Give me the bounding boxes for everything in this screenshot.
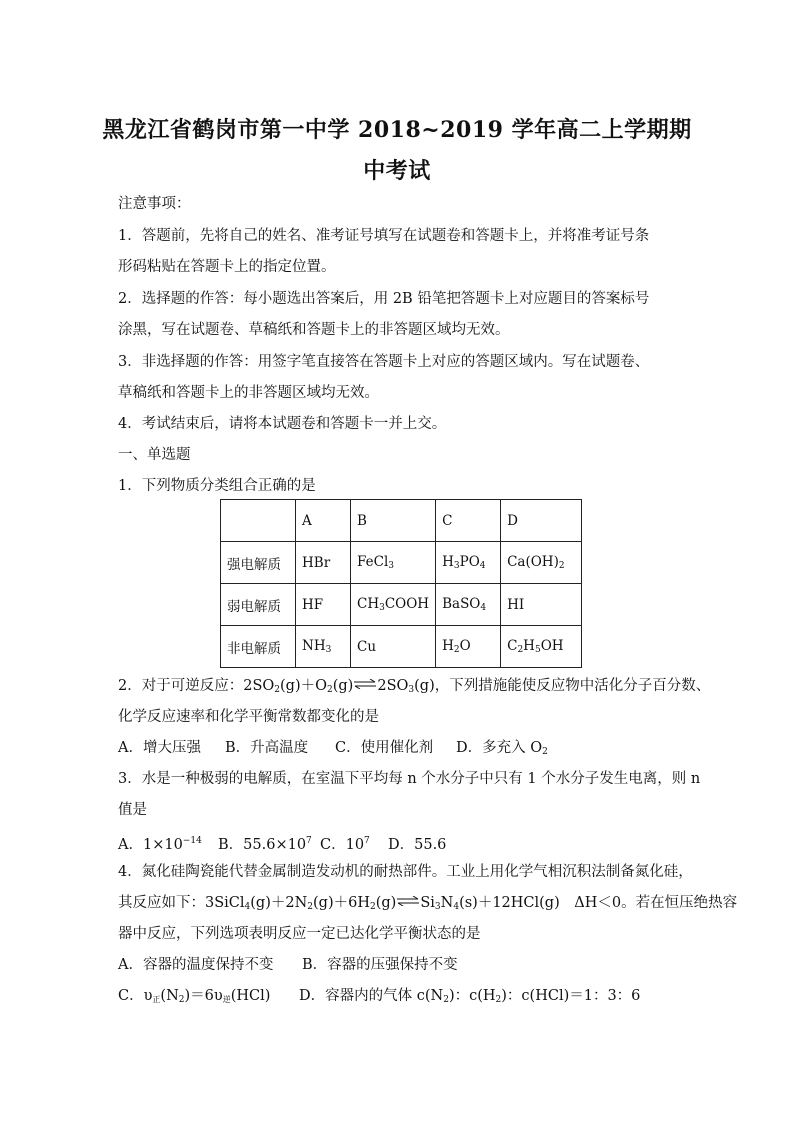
- q4-options-row2: [118, 986, 684, 1010]
- table-cell: HBr: [296, 542, 351, 584]
- table-row: [221, 584, 582, 626]
- table-cell: HI: [501, 584, 582, 626]
- q2-stem-line2: 化学反应速率和化学平衡常数都变化的是: [118, 709, 379, 725]
- table-cell: $H_2O$: [436, 626, 501, 668]
- table-cell: C: [436, 500, 501, 542]
- notes-heading: 注意事项：: [118, 196, 191, 212]
- q4-stem-line3: 器中反应，下列选项表明反应一定已达化学平衡状态的是: [118, 926, 481, 942]
- q3-option-a[interactable]: A．$1\times 10^{-14}$: [118, 836, 202, 853]
- q1-classification-table: [220, 499, 582, 668]
- table-row: [221, 542, 582, 584]
- q4-option-a[interactable]: A．容器的温度保持不变: [118, 957, 274, 973]
- q1-stem: 1．下列物质分类组合正确的是: [118, 478, 316, 494]
- q3-stem-line2: 值是: [118, 802, 147, 818]
- q4-options-row1: [118, 955, 684, 975]
- table-cell: Cu: [351, 626, 436, 668]
- table-cell: $NH_3$: [296, 626, 351, 668]
- equilibrium-arrow-icon: [396, 896, 420, 906]
- note-line: 4．考试结束后，请将本试题卷和答题卡一并上交。: [118, 416, 447, 432]
- row-label: 强电解质: [221, 542, 296, 584]
- note-line: 1．答题前，先将自己的姓名、准考证号填写在试题卷和答题卡上，并将准考证号条: [118, 228, 650, 244]
- row-label: 非电解质: [221, 626, 296, 668]
- q2-option-a[interactable]: A．增大压强: [118, 740, 201, 756]
- note-line: 2．选择题的作答：每小题选出答案后，用 2B 铅笔把答题卡上对应题目的答案标号: [118, 291, 650, 307]
- q4-reaction-line: 其反应如下：$3SiCl_4(g)+2N_2(g)+6H_2(g)$ $Si_3N_4(s)+12HCl(g)$ ΔH＜0。若在恒压绝热容: [118, 895, 738, 912]
- q3-option-d[interactable]: D．55.6: [388, 837, 447, 853]
- table-cell: HF: [296, 584, 351, 626]
- row-label: 弱电解质: [221, 584, 296, 626]
- q3-option-c[interactable]: C．$10^7$: [320, 836, 370, 853]
- exam-title-line1: 黑龙江省鹤岗市第一中学 2018~2019 学年高二上学期期: [102, 117, 692, 143]
- section-heading: 一、单选题: [118, 447, 191, 463]
- q3-stem: 3．水是一种极弱的电解质，在室温下平均每 n 个水分子中只有 1 个水分子发生电离，则 n: [118, 771, 701, 787]
- q2-stem: 2．对于可逆反应：$2SO_2(g)+O_2(g)$ $2SO_3(g)$，下列措施能使反应物中活化分子百分数、: [118, 678, 711, 695]
- table-cell: D: [501, 500, 582, 542]
- table-cell: A: [296, 500, 351, 542]
- note-line: 涂黑，写在试题卷、草稿纸和答题卡上的非答题区域均无效。: [118, 322, 510, 338]
- table-cell: [221, 500, 296, 542]
- q4-stem: 4．氮化硅陶瓷能代替金属制造发动机的耐热部件。工业上用化学气相沉积法制备氮化硅，: [118, 864, 693, 880]
- q4-option-c[interactable]: C．$\upsilon_正(N_2)=6\upsilon_逆(HCl)$: [118, 988, 271, 1005]
- q2-option-b[interactable]: B．升高温度: [225, 740, 309, 756]
- table-cell: $H_3PO_4$: [436, 542, 501, 584]
- q4-option-d[interactable]: D．容器内的气体 $c(N_2)$：$c(H_2)$：c(HCl)＝1：3：6: [299, 988, 641, 1005]
- equilibrium-arrow-icon: [353, 679, 377, 689]
- note-line: 形码粘贴在答题卡上的指定位置。: [118, 259, 336, 275]
- table-cell: $CH_3COOH$: [351, 584, 436, 626]
- q2-option-d[interactable]: D．多充入 $O_2$: [456, 740, 548, 757]
- table-cell: $Ca(OH)_2$: [501, 542, 582, 584]
- table-cell: FeCl$_3$: [351, 542, 436, 584]
- exam-title-line2: 中考试: [363, 158, 431, 184]
- table-cell: $C_2H_5OH$: [501, 626, 582, 668]
- q3-options: [118, 831, 684, 855]
- q2-option-c[interactable]: C．使用催化剂: [335, 740, 434, 756]
- q2-options: [118, 738, 684, 762]
- table-row: [221, 626, 582, 668]
- q3-option-b[interactable]: B．$55.6\times 10^7$: [218, 836, 312, 853]
- table-cell: BaSO$_4$: [436, 584, 501, 626]
- q4-option-b[interactable]: B．容器的压强保持不变: [302, 957, 458, 973]
- table-cell: B: [351, 500, 436, 542]
- note-line: 3．非选择题的作答：用签字笔直接答在答题卡上对应的答题区域内。写在试题卷、: [118, 354, 650, 370]
- table-header-row: [221, 500, 582, 542]
- note-line: 草稿纸和答题卡上的非答题区域均无效。: [118, 385, 379, 401]
